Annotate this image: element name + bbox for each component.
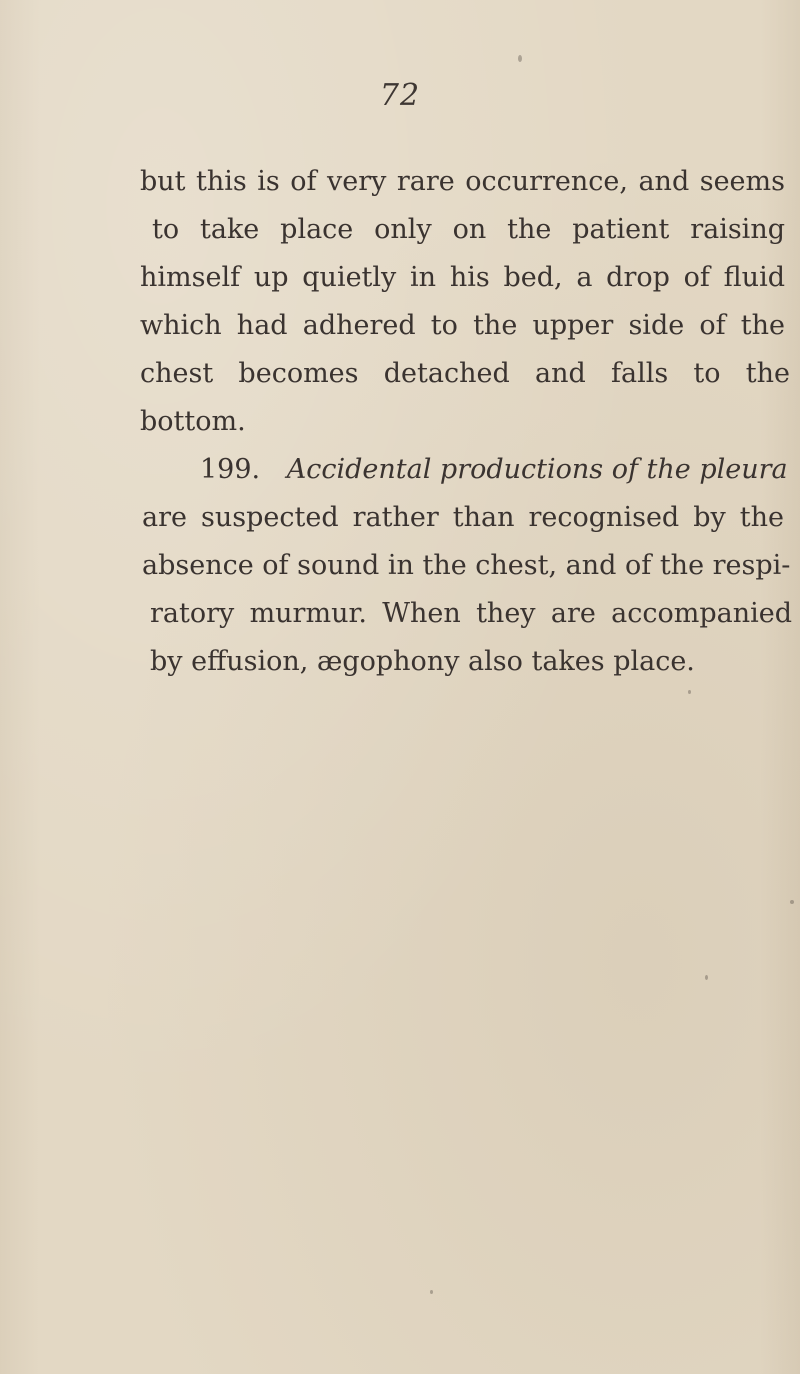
paragraph-heading-line <box>200 446 787 494</box>
text-line: chest becomes detached and falls to the <box>140 358 790 389</box>
text-line: absence of sound in the chest, and of the respi- <box>142 550 791 581</box>
text-line: bottom. <box>140 406 246 437</box>
paper-speck <box>790 900 794 904</box>
text-line: to take place only on the patient raising <box>152 214 785 245</box>
paragraph-heading: Accidental productions of the pleura <box>286 454 788 485</box>
text-line: are suspected rather than recognised by the <box>142 502 784 533</box>
paper-speck <box>518 55 522 62</box>
text-line: ratory murmur. When they are accompanied <box>150 598 792 629</box>
text-line: himself up quietly in his bed, a drop of fluid <box>140 262 785 293</box>
paper-speck <box>688 690 691 694</box>
text-line: but this is of very rare occurrence, and seems <box>140 166 785 197</box>
paper-speck <box>705 975 708 980</box>
text-line: which had adhered to the upper side of the <box>140 310 785 341</box>
page-number: 72 <box>379 78 421 113</box>
paragraph-number: 199. <box>200 454 261 485</box>
text-line: by effusion, ægophony also takes place. <box>150 646 695 677</box>
paper-speck <box>430 1290 433 1294</box>
